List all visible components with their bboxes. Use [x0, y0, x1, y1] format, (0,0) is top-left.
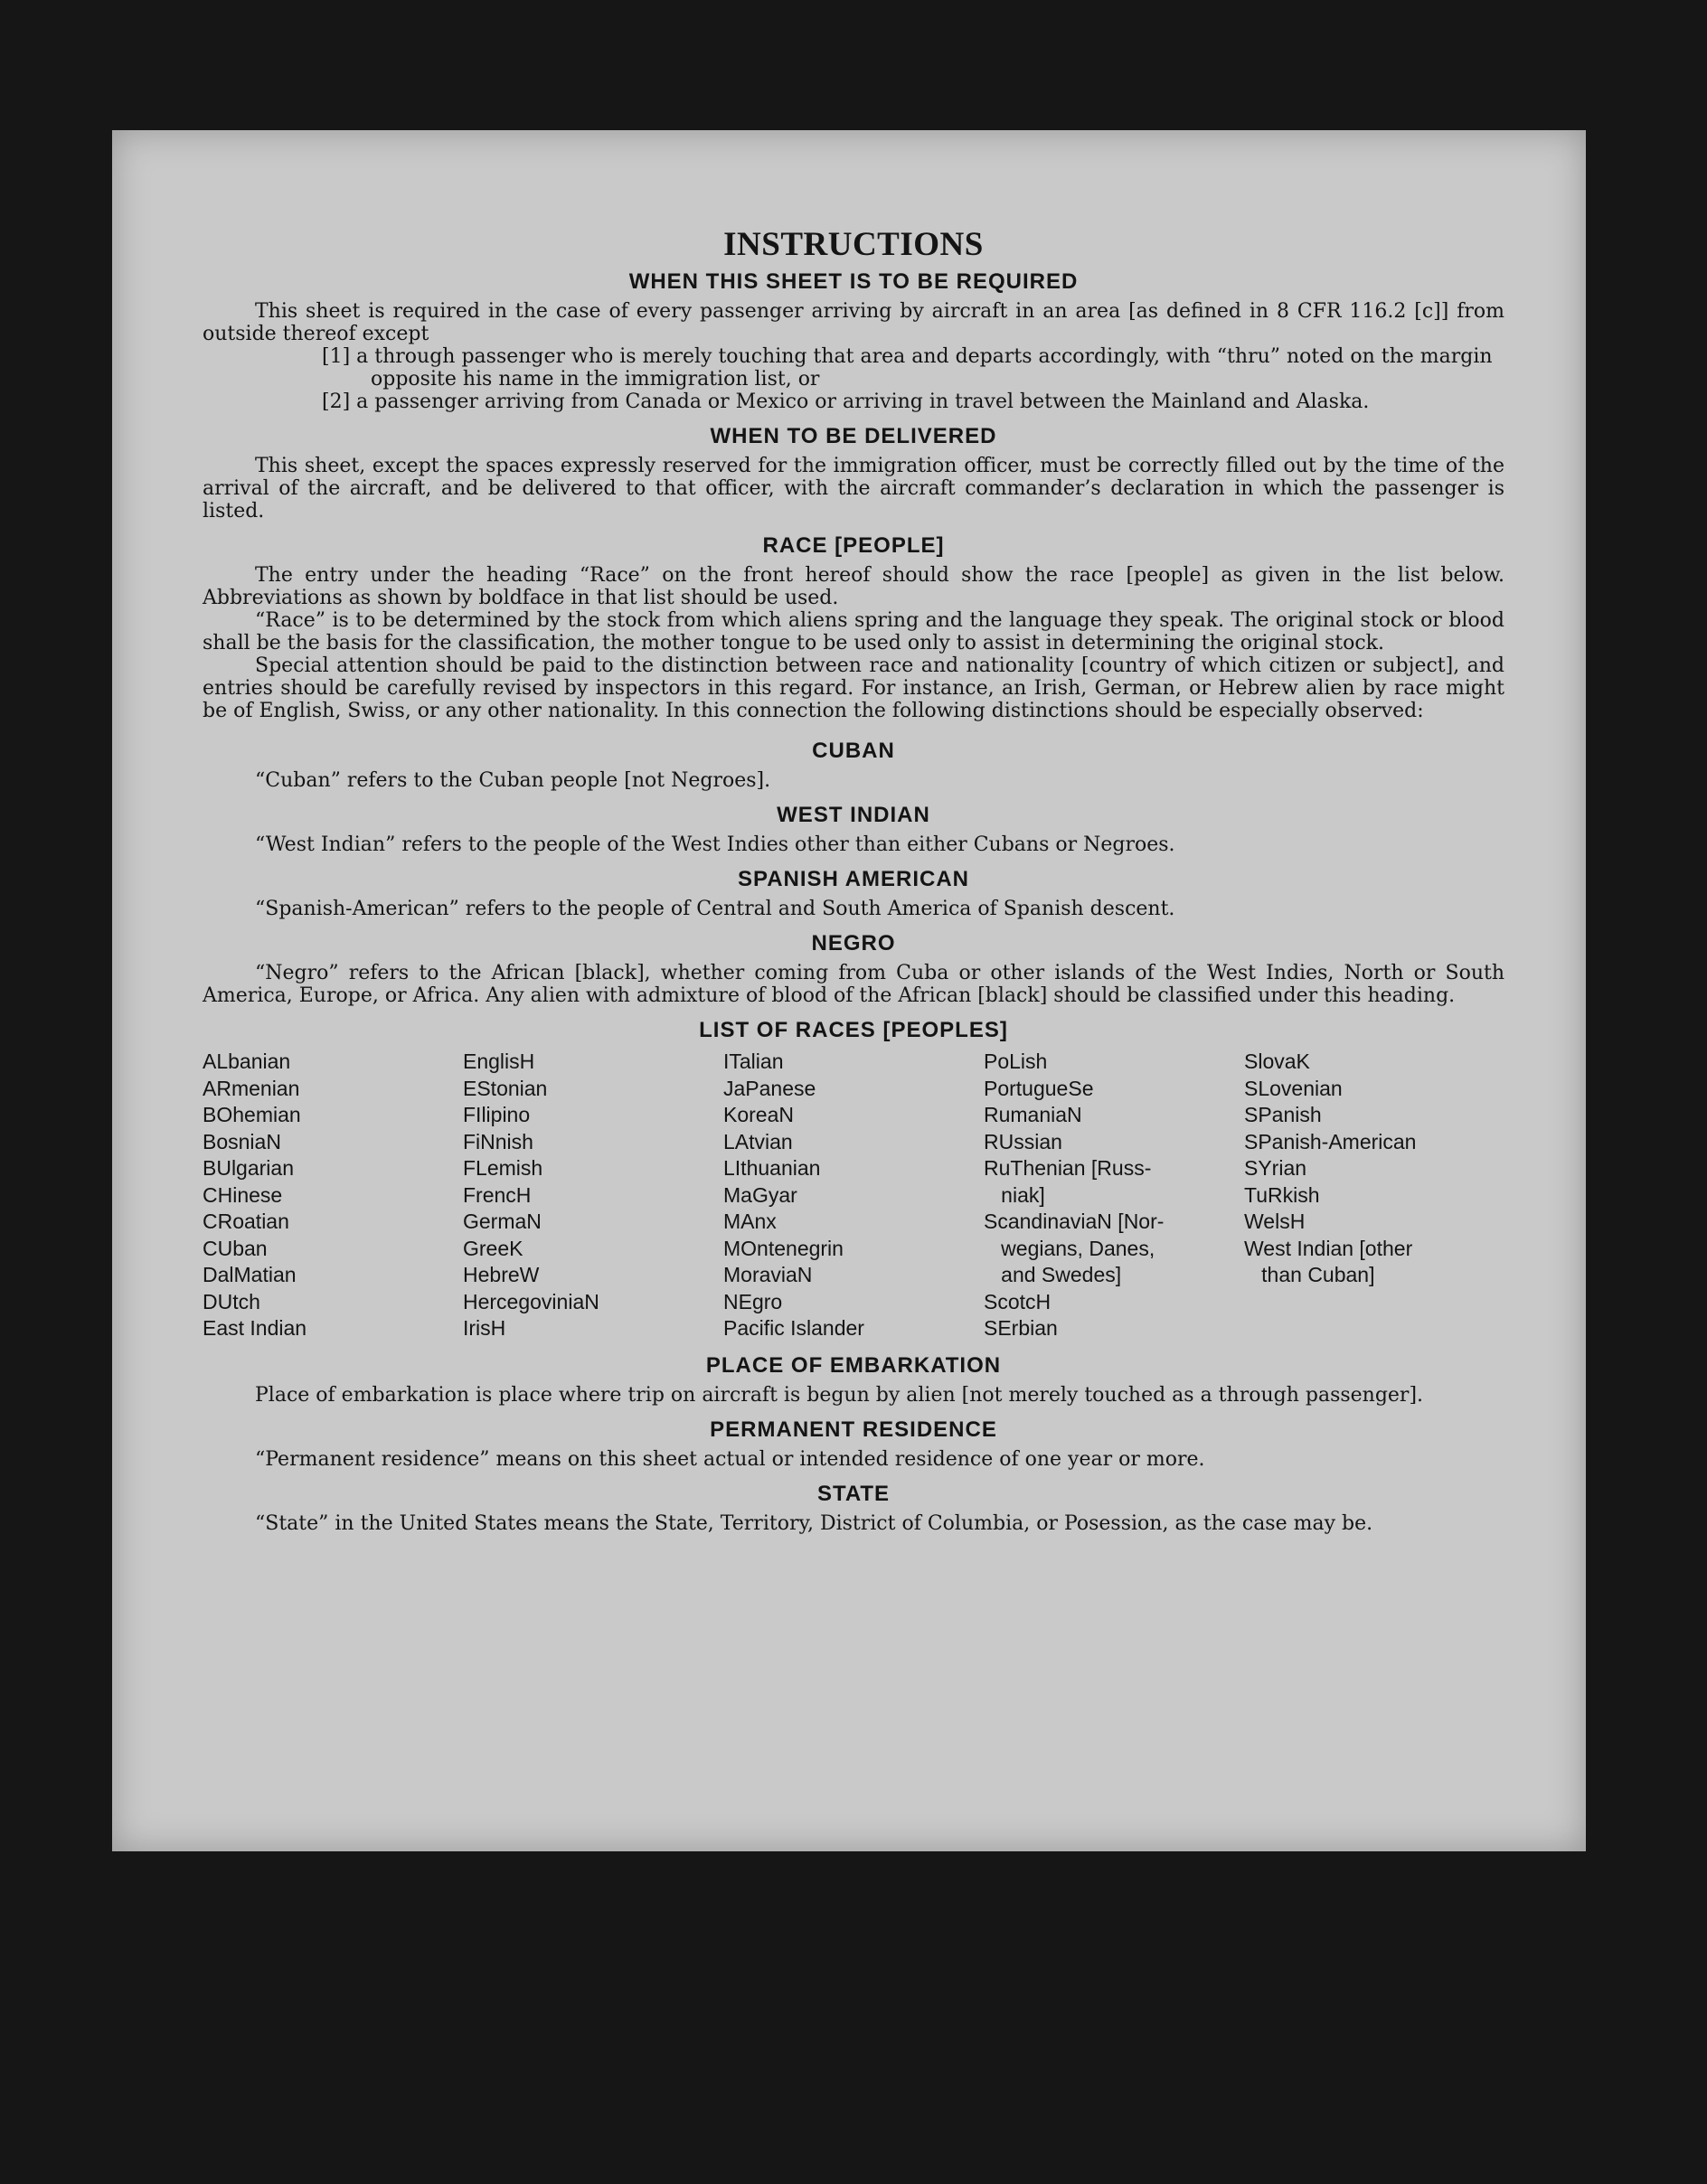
race-item: CUban — [203, 1236, 268, 1260]
race-item: BosniaN — [203, 1129, 281, 1153]
heading-spanish-american: SPANISH AMERICAN — [737, 867, 969, 891]
page-title: INSTRUCTIONS — [723, 226, 984, 263]
race-item: LAtvian — [723, 1129, 793, 1153]
text-spanish-american: “Spanish-American” refers to the people of Central and South America of Spanish descent. — [255, 898, 1175, 920]
race-item: BOhemian — [203, 1103, 301, 1126]
race-item: RumaniaN — [984, 1103, 1082, 1126]
race-item: MaGyar — [723, 1182, 797, 1207]
race-item: Pacific Islander — [723, 1316, 864, 1340]
race-item: HebreW — [463, 1263, 540, 1286]
race-item: East Indian — [203, 1316, 307, 1340]
race-item: MAnx — [723, 1210, 777, 1233]
races-column-5 — [1244, 1049, 1504, 1342]
race-item: FIlipino — [463, 1103, 531, 1126]
race-item: wegians, Danes, — [984, 1236, 1155, 1260]
text-race-2: “Race” is to be determined by the stock from which aliens spring and the language they speak. The original stock or blood shall be the basis for the classification, the mother tongue to be used only to assist in determining the original stock. — [203, 609, 1504, 654]
race-item: SYrian — [1244, 1156, 1307, 1180]
race-item: ScandinaviaN [Nor- — [984, 1210, 1165, 1233]
text-negro: “Negro” refers to the African [black], whether coming from Cuba or other islands of the West Indies, North or South America, Europe, or Africa. Any alien with admixture of blood of the African [black] should be classified under this heading. — [203, 962, 1504, 1007]
race-item: BUlgarian — [203, 1156, 294, 1180]
heading-when-delivered: WHEN TO BE DELIVERED — [710, 424, 997, 448]
race-item: WelsH — [1244, 1210, 1306, 1233]
text-state: “State” in the United States means the State, Territory, District of Columbia, or Posession, as the case may be. — [255, 1511, 1373, 1535]
race-item: FiNnish — [463, 1129, 533, 1153]
races-list — [203, 1049, 1504, 1342]
race-item: CRoatian — [203, 1210, 289, 1233]
races-column-2 — [463, 1049, 723, 1342]
document-page — [112, 130, 1586, 1851]
race-item: RUssian — [984, 1129, 1062, 1153]
race-item: HercegoviniaN — [463, 1289, 599, 1313]
heading-state: STATE — [816, 1481, 891, 1506]
text-place-of-embarkation: Place of embarkation is place where trip on aircraft is begun by alien [not merely touched as a through passenger]. — [255, 1383, 1424, 1407]
race-item: CHinese — [203, 1182, 283, 1207]
text-when-required: This sheet is required in the case of every passenger arriving by aircraft in an area [as defined in 8 CFR 116.2 [c]] from outside thereof except — [203, 300, 1504, 345]
race-item: EnglisH — [463, 1050, 535, 1073]
text-race-1: The entry under the heading “Race” on the front hereof should show the race [people] as given in the list below. Abbreviations as shown by boldface in that list should be used. — [203, 564, 1504, 609]
race-item: KoreaN — [723, 1103, 794, 1126]
race-item: niak] — [984, 1182, 1045, 1207]
race-item: MOntenegrin — [723, 1236, 844, 1260]
race-item: than Cuban] — [1244, 1263, 1375, 1286]
exception-item-2: [2] a passenger arriving from Canada or Mexico or arriving in travel between the Mainland and Alaska. — [322, 391, 1370, 413]
race-item: ARmenian — [203, 1076, 300, 1100]
text-when-delivered: This sheet, except the spaces expressly reserved for the immigration officer, must be correctly filled out by the time of the arrival of the aircraft, and be delivered to that officer, with the aircraft commander’s declaration in which the passenger is listed. — [203, 455, 1504, 522]
text-west-indian: “West Indian” refers to the people of the West Indies other than either Cubans or Negroes. — [255, 833, 1175, 856]
heading-cuban: CUBAN — [812, 739, 895, 763]
instructions-content — [203, 225, 1504, 1535]
race-item: PortugueSe — [984, 1076, 1094, 1100]
heading-place-of-embarkation: PLACE OF EMBARKATION — [705, 1352, 1002, 1378]
race-item: GermaN — [463, 1210, 542, 1233]
race-item: GreeK — [463, 1236, 523, 1260]
heading-permanent-residence: PERMANENT RESIDENCE — [710, 1417, 997, 1442]
heading-west-indian: WEST INDIAN — [777, 803, 930, 827]
race-item: MoraviaN — [723, 1263, 813, 1286]
race-item: SPanish-American — [1244, 1129, 1417, 1153]
heading-race: RACE [PEOPLE] — [762, 533, 945, 558]
races-column-3 — [723, 1049, 984, 1342]
heading-list-of-races: LIST OF RACES [PEOPLES] — [699, 1018, 1008, 1042]
text-cuban: “Cuban” refers to the Cuban people [not Negroes]. — [255, 769, 771, 792]
race-item: SErbian — [984, 1316, 1058, 1340]
race-item: LIthuanian — [723, 1156, 821, 1180]
races-column-4 — [984, 1049, 1244, 1342]
race-item: EStonian — [463, 1076, 548, 1100]
race-item: FrencH — [463, 1182, 532, 1207]
heading-when-required: WHEN THIS SHEET IS TO BE REQUIRED — [628, 269, 1079, 294]
race-item: ITalian — [723, 1050, 784, 1073]
race-item: JaPanese — [723, 1076, 816, 1100]
race-item: TuRkish — [1244, 1182, 1320, 1207]
race-item: SlovaK — [1244, 1050, 1310, 1073]
race-item: PoLish — [984, 1050, 1048, 1073]
race-item: NEgro — [723, 1289, 783, 1313]
race-item: DalMatian — [203, 1263, 297, 1286]
race-item: RuThenian [Russ- — [984, 1156, 1152, 1180]
race-item: DUtch — [203, 1289, 260, 1313]
race-item: SPanish — [1244, 1103, 1322, 1126]
races-column-1 — [203, 1049, 463, 1342]
race-item: IrisH — [463, 1316, 506, 1340]
race-item: ScotcH — [984, 1289, 1052, 1313]
race-item: SLovenian — [1244, 1076, 1343, 1100]
race-item: FLemish — [463, 1156, 543, 1180]
heading-negro: NEGRO — [811, 931, 896, 956]
race-item: and Swedes] — [984, 1263, 1122, 1286]
text-permanent-residence: “Permanent residence” means on this sheet actual or intended residence of one year or more. — [255, 1447, 1205, 1471]
text-race-3: Special attention should be paid to the distinction between race and nationality [country of which citizen or subject], and entries should be carefully revised by inspectors in this regard. For instance, an Irish, German, or Hebrew alien by race might be of English, Swiss, or any other nationality. In this connection the following distinctions should be especially observed: — [203, 654, 1504, 722]
race-item: ALbanian — [203, 1050, 291, 1073]
race-item: West Indian [other — [1244, 1236, 1413, 1260]
exception-item-1: [1] a through passenger who is merely touching that area and departs accordingly, with “thru” noted on the margin opposite his name in the immigration list, or — [322, 345, 1493, 391]
